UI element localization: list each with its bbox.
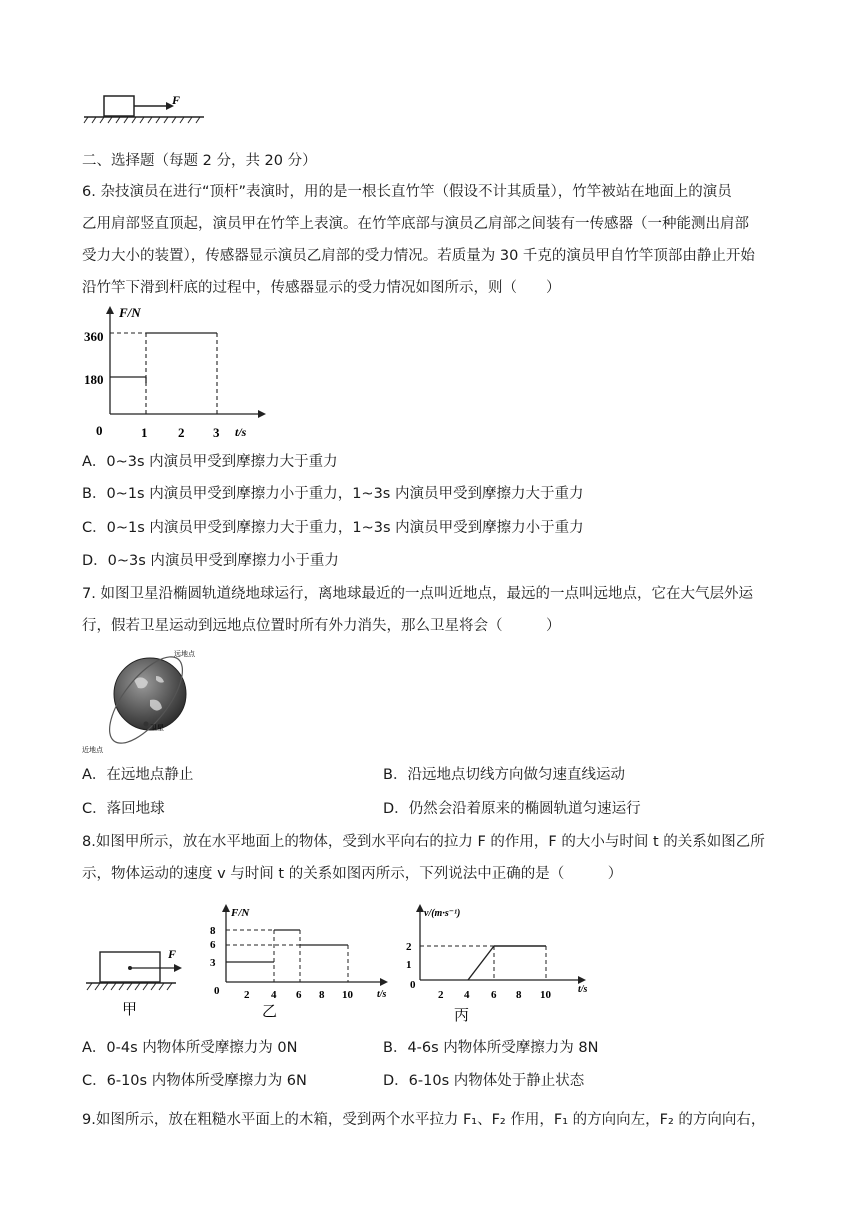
x-tick-2: 2 [244,989,250,1001]
q6-line-4: 沿竹竿下滑到杆底的过程中，传感器显示的受力情况如图所示，则（ ） [82,280,561,296]
q8-force-time-graph [210,902,400,1026]
x-tick-10: 10 [342,989,353,1001]
q8-option-a[interactable]: A．0-4s 内物体所受摩擦力为 0N [82,1040,298,1056]
force-label: F [168,947,177,961]
caption-bing: 丙 [454,1008,470,1024]
q6-option-c[interactable]: C．0~1s 内演员甲受到摩擦力大于重力，1~3s 内演员甲受到摩擦力小于重力 [82,520,584,536]
x-tick-8: 8 [319,989,325,1001]
y-tick-3: 3 [210,957,216,969]
near-point-label: 近地点 [82,746,103,754]
q8-line-2: 示，物体运动的速度 v 与时间 t 的关系如图丙所示，下列说法中正确的是（ ） [82,866,623,882]
q7-line-1: 7. 如图卫星沿椭圆轨道绕地球运行，离地球最近的一点叫近地点，最远的一点叫远地点，它在大气层外运 [82,586,753,602]
satellite-orbit-figure [82,642,212,762]
y-tick-1: 1 [406,959,412,971]
origin-label: 0 [410,979,416,991]
arrow-icon [174,964,182,972]
x-tick-10: 10 [540,989,551,1001]
satellite-label: 卫星 [150,724,164,732]
y-axis-arrow-icon [222,904,230,912]
y-tick-2: 2 [406,941,412,953]
x-tick-3: 3 [213,425,220,440]
q6-line-3: 受力大小的装置），传感器显示演员乙肩部的受力情况。若质量为 30 千克的演员甲自竹竿顶部由静止开始 [82,248,755,264]
x-axis-label: t/s [235,425,247,439]
q8-figure-jia [84,938,194,1018]
q6-option-b[interactable]: B．0~1s 内演员甲受到摩擦力小于重力，1~3s 内演员甲受到摩擦力大于重力 [82,486,584,502]
x-tick-2: 2 [438,989,444,1001]
x-axis-label: t/s [377,989,387,1000]
y-tick-6: 6 [210,939,216,951]
x-tick-4: 4 [464,989,470,1001]
x-tick-2: 2 [178,425,185,440]
q6-line-2: 乙用肩部竖直顶起，演员甲在竹竿上表演。在竹竿底部与演员乙肩部之间装有一传感器（一种能测出肩部 [82,216,749,232]
x-axis-arrow-icon [578,976,586,984]
q7-line-2: 行，假若卫星运动到远地点位置时所有外力消失，那么卫星将会（ ） [82,618,561,634]
y-axis-label: F/N [231,907,250,919]
q7-option-d[interactable]: D．仍然会沿着原来的椭圆轨道匀速运行 [383,801,641,817]
block-force-figure [82,88,212,128]
q7-option-c[interactable]: C．落回地球 [82,801,165,817]
y-axis-label: F/N [119,305,141,320]
origin-label: 0 [214,985,220,997]
y-axis-arrow-icon [416,904,424,912]
x-axis-label: t/s [578,984,588,995]
velocity-ramp [468,946,494,980]
section-heading: 二、选择题（每题 2 分，共 20 分） [82,153,317,169]
q8-line-1: 8.如图甲所示，放在水平地面上的物体，受到水平向右的拉力 F 的作用，F 的大小与时间 t 的关系如图乙所 [82,834,765,850]
q8-option-b[interactable]: B．4-6s 内物体所受摩擦力为 8N [383,1040,599,1056]
origin-label: 0 [96,423,103,438]
y-tick-360: 360 [84,329,104,344]
block [104,96,134,116]
q7-option-b[interactable]: B．沿远地点切线方向做匀速直线运动 [383,767,625,783]
far-point-label: 远地点 [174,650,195,658]
y-axis-label: v/(m·s⁻¹) [424,908,461,919]
q8-velocity-time-graph [400,902,600,1026]
caption-jia: 甲 [122,1002,138,1018]
q8-option-d[interactable]: D．6-10s 内物体处于静止状态 [383,1073,585,1089]
y-tick-180: 180 [84,372,104,387]
q8-option-c[interactable]: C．6-10s 内物体所受摩擦力为 6N [82,1073,307,1089]
q7-option-a[interactable]: A．在远地点静止 [82,767,194,783]
x-axis-arrow-icon [258,410,266,418]
q6-force-time-graph [82,302,282,444]
q6-option-d[interactable]: D．0~3s 内演员甲受到摩擦力小于重力 [82,553,339,569]
y-tick-8: 8 [210,925,216,937]
satellite-icon [144,722,149,727]
force-label: F [172,93,181,107]
x-tick-6: 6 [491,989,497,1001]
caption-yi: 乙 [262,1004,278,1020]
q6-option-a[interactable]: A．0~3s 内演员甲受到摩擦力大于重力 [82,454,338,470]
x-tick-4: 4 [271,989,277,1001]
x-tick-6: 6 [296,989,302,1001]
x-axis-arrow-icon [380,978,388,986]
q6-line-1: 6. 杂技演员在进行“顶杆”表演时，用的是一根长直竹竿（假设不计其质量），竹竿被站在地面上的演员 [82,184,732,200]
x-tick-1: 1 [141,425,148,440]
x-tick-8: 8 [516,989,522,1001]
q9-line-1: 9.如图所示，放在粗糙水平面上的木箱，受到两个水平拉力 F₁、F₂ 作用，F₁ 的方向向左，F₂ 的方向向右， [82,1112,766,1128]
y-axis-arrow-icon [106,306,114,314]
